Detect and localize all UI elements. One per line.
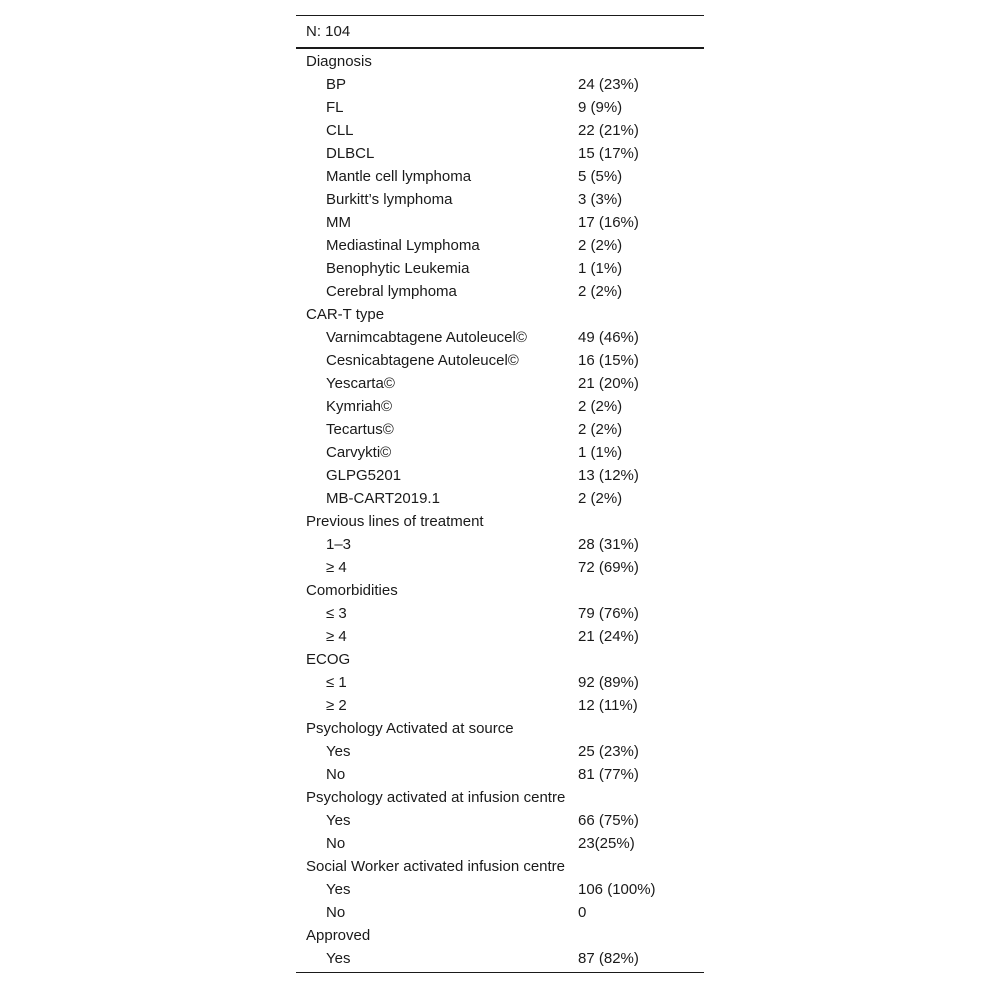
table-row: [296, 809, 704, 832]
group-title: Comorbidities: [306, 582, 398, 599]
table-row: [296, 349, 704, 372]
row-label: No: [326, 766, 346, 783]
table-row: [296, 671, 704, 694]
group-heading-psychology-activated-at-source: [296, 717, 704, 740]
table-row: [296, 280, 704, 303]
row-label: No: [326, 835, 346, 852]
row-value: 1 (1%): [578, 444, 623, 461]
row-value: 49 (46%): [578, 329, 639, 346]
row-value: 17 (16%): [578, 214, 639, 231]
group-title: CAR-T type: [306, 306, 385, 323]
table-header: N: 104: [306, 23, 351, 40]
table-row: [296, 556, 704, 579]
row-label: FL: [326, 99, 344, 116]
table-row: [296, 188, 704, 211]
group-heading-car-t-type: [296, 303, 704, 326]
table-row: [296, 878, 704, 901]
row-label: ≥ 4: [326, 628, 347, 645]
group-heading-psychology-activated-at-infusion-centre: [296, 786, 704, 809]
row-label: No: [326, 904, 346, 921]
row-label: ≤ 3: [326, 605, 347, 622]
row-label: ≥ 2: [326, 697, 347, 714]
row-value: 1 (1%): [578, 260, 623, 277]
table-row: [296, 372, 704, 395]
row-label: Yes: [326, 881, 351, 898]
row-value: 24 (23%): [578, 76, 639, 93]
row-value: 87 (82%): [578, 950, 639, 967]
row-label: Burkitt’s lymphoma: [326, 191, 453, 208]
group-title: Psychology Activated at source: [306, 720, 514, 737]
table-row: [296, 165, 704, 188]
row-label: Kymriah©: [326, 398, 393, 415]
characteristics-table: [296, 15, 704, 973]
row-label: MM: [326, 214, 351, 231]
table-row: [296, 395, 704, 418]
table-row: [296, 326, 704, 349]
row-value: 106 (100%): [578, 881, 656, 898]
table-row: [296, 740, 704, 763]
table-row: [296, 625, 704, 648]
row-label: Varnimcabtagene Autoleucel©: [326, 329, 527, 346]
table-row: [296, 694, 704, 717]
row-value: 9 (9%): [578, 99, 623, 116]
row-label: DLBCL: [326, 145, 375, 162]
group-title: Diagnosis: [306, 53, 372, 70]
row-value: 21 (20%): [578, 375, 639, 392]
row-label: 1–3: [326, 536, 352, 553]
table-row: [296, 211, 704, 234]
table-row: [296, 96, 704, 119]
row-value: 12 (11%): [578, 697, 638, 714]
table-row: [296, 73, 704, 96]
row-value: 5 (5%): [578, 168, 623, 185]
group-title: ECOG: [306, 651, 351, 668]
group-heading-previous-lines-of-treatment: [296, 510, 704, 533]
table-row: [296, 947, 704, 970]
row-value: 2 (2%): [578, 398, 623, 415]
group-title: Approved: [306, 927, 371, 944]
table-row: [296, 901, 704, 924]
row-value: 0: [578, 904, 587, 921]
table-row: [296, 441, 704, 464]
row-label: Cerebral lymphoma: [326, 283, 457, 300]
row-value: 22 (21%): [578, 122, 639, 139]
row-label: GLPG5201: [326, 467, 402, 484]
row-label: Yescarta©: [326, 375, 395, 392]
row-label: Benophytic Leukemia: [326, 260, 470, 277]
row-value: 15 (17%): [578, 145, 639, 162]
group-heading-ecog: [296, 648, 704, 671]
row-value: 23(25%): [578, 835, 635, 852]
table-row: [296, 602, 704, 625]
table-row: [296, 487, 704, 510]
row-value: 2 (2%): [578, 421, 623, 438]
table-row: [296, 418, 704, 441]
group-heading-comorbidities: [296, 579, 704, 602]
row-label: Mediastinal Lymphoma: [326, 237, 480, 254]
row-label: ≤ 1: [326, 674, 347, 691]
row-value: 92 (89%): [578, 674, 639, 691]
table-bottom-rule: [296, 972, 704, 973]
table-body: [296, 49, 704, 972]
row-value: 81 (77%): [578, 766, 639, 783]
row-label: MB-CART2019.1: [326, 490, 440, 507]
row-value: 25 (23%): [578, 743, 639, 760]
table-row: [296, 257, 704, 280]
row-label: Cesnicabtagene Autoleucel©: [326, 352, 519, 369]
table-row: [296, 832, 704, 855]
row-value: 72 (69%): [578, 559, 639, 576]
row-label: Tecartus©: [326, 421, 394, 438]
row-label: Yes: [326, 812, 351, 829]
row-label: Yes: [326, 950, 351, 967]
row-value: 28 (31%): [578, 536, 639, 553]
row-value: 79 (76%): [578, 605, 639, 622]
row-label: Carvykti©: [326, 444, 392, 461]
row-value: 16 (15%): [578, 352, 639, 369]
group-heading-diagnosis: [296, 50, 704, 73]
table-row: [296, 763, 704, 786]
table-row: [296, 234, 704, 257]
table-row: [296, 533, 704, 556]
row-value: 2 (2%): [578, 237, 623, 254]
row-label: CLL: [326, 122, 354, 139]
table-row: [296, 142, 704, 165]
row-label: Yes: [326, 743, 351, 760]
row-label: Mantle cell lymphoma: [326, 168, 472, 185]
table-row: [296, 464, 704, 487]
group-heading-social-worker-activated-infusion-centre: [296, 855, 704, 878]
row-label: ≥ 4: [326, 559, 347, 576]
row-value: 2 (2%): [578, 490, 623, 507]
group-title: Psychology activated at infusion centre: [306, 789, 566, 806]
group-title: Social Worker activated infusion centre: [306, 858, 566, 875]
row-value: 3 (3%): [578, 191, 623, 208]
row-value: 21 (24%): [578, 628, 639, 645]
row-value: 66 (75%): [578, 812, 639, 829]
group-title: Previous lines of treatment: [306, 513, 484, 530]
row-label: BP: [326, 76, 347, 93]
group-heading-approved: [296, 924, 704, 947]
row-value: 2 (2%): [578, 283, 623, 300]
table-row: [296, 119, 704, 142]
row-value: 13 (12%): [578, 467, 639, 484]
